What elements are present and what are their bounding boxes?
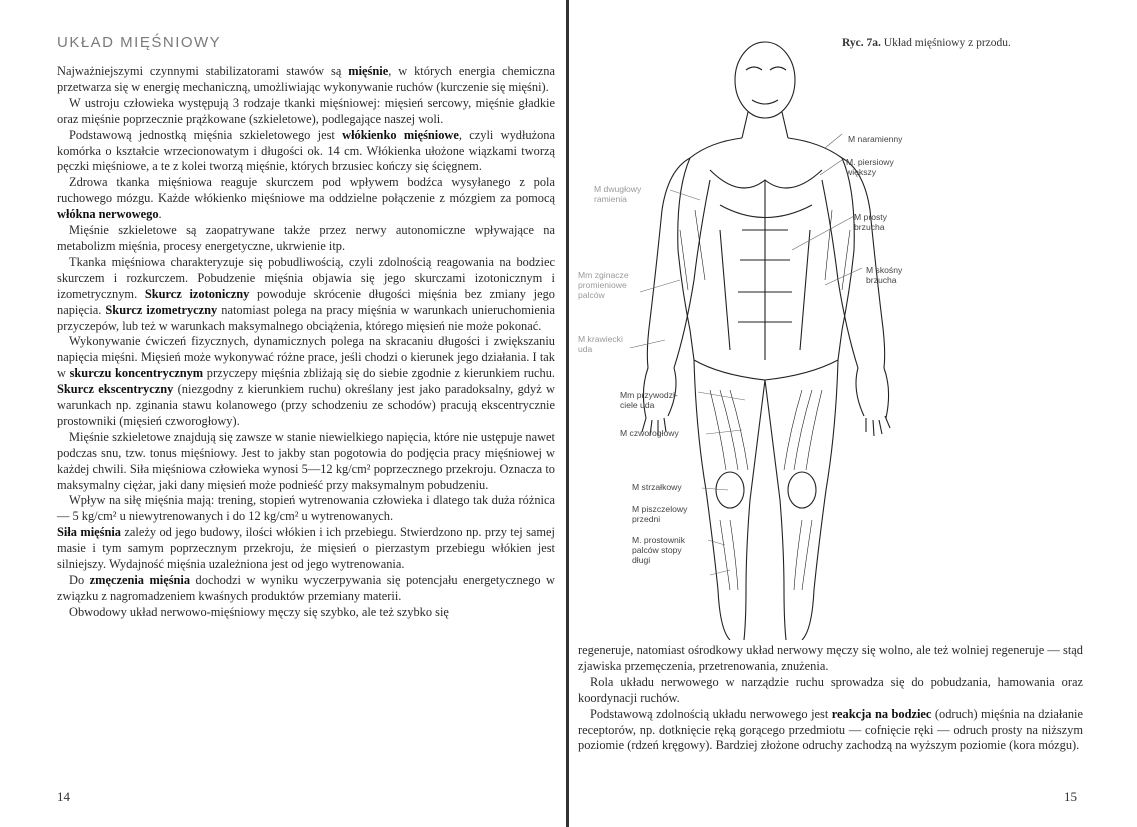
paragraph	[57, 334, 555, 429]
label-oblique-abdominis: M skośny brzucha	[866, 265, 903, 285]
bold-term: Skurcz izometryczny	[105, 302, 218, 317]
text-run: Zdrowa tkanka mięśniowa reaguje skurczem pod wpływem bodźca wysyłanego z pola ruchowego mózgu. Każde włókienko mięśniowe ma oddzielne połączenie z mózgiem za pomocą	[57, 175, 555, 206]
label-pectoralis-major: M. piersiowy większy	[846, 157, 894, 177]
left-body-text	[57, 64, 555, 621]
right-body-text	[578, 643, 1083, 754]
bold-term: reakcja na bodziec	[831, 706, 932, 721]
left-page	[0, 0, 568, 827]
paragraph	[578, 643, 1083, 675]
bold-term: włókienko mięśniowe	[342, 127, 459, 142]
label-rectus-abdominis: M prosty brzucha	[854, 212, 887, 232]
bold-term: Siła mięśnia	[57, 525, 121, 540]
text-run: (niezgodny z kierunkiem ruchu) określany jest jako paradoksalny, gdyż w warunkach np. zginania stawu kolanowego (przy schodzeniu ze schodów) pracują ekscentrycznie prostowniki (mięsień czworogłowy).	[57, 382, 555, 428]
label-tibialis-anterior: M piszczelowy przedni	[632, 504, 688, 524]
figure-caption-text: Układ mięśniowy z przodu.	[880, 37, 1011, 49]
label-sartorius: M krawiecki uda	[578, 334, 623, 354]
text-run: Mięśnie szkieletowe są zaopatrywane także przez nerwy autonomiczne wpływające na metabolizm mięśnia, procesy energetyczne, ukrwienie itp.	[57, 223, 555, 253]
page-number-left: 14	[57, 789, 70, 804]
paragraph	[57, 573, 555, 605]
text-run: (odruch) mięśnia na działanie receptorów, np. dotknięcie ręką gorącego przedmiotu — cofnięcie ręki — odruch prosty na niższym poziomie (rdzeń kręgowy). Bardziej złożone odruchy zachodzą na wyższym poziomie (kora mózgu).	[578, 706, 1083, 753]
paragraph	[57, 64, 555, 96]
text-run: , w których energia chemiczna przetwarza się w energię mechaniczną, umożliwiając wykonywanie ruchów (kurczenie się mięśni).	[57, 64, 555, 94]
page-number-right: 15	[1064, 789, 1077, 804]
label-forearm-flexors: Mm zginacze promieniowe palców	[578, 270, 629, 300]
label-deltoid: M naramienny	[848, 134, 903, 144]
paragraph	[57, 493, 555, 525]
bold-term: mięśnie	[348, 64, 389, 78]
paragraph	[578, 707, 1083, 755]
bold-term: włókna nerwowego	[57, 207, 159, 222]
bold-term: Skurcz izotoniczny	[144, 286, 250, 301]
text-run: natomiast polega na pracy mięśnia w warunkach unieruchomienia przyczepów, lub też w warunkach maksymalnego obciążenia, którego mięsień nie może pokonać.	[57, 302, 555, 333]
right-page	[570, 0, 1137, 827]
paragraph	[57, 128, 555, 176]
bold-term: skurczu koncentrycznym	[69, 366, 204, 381]
text-run: zależy od jego budowy, ilości włókien i ich przebiegu. Stwierdzono np. przy tej samej masie i tym samym poprzecznym przekroju, że mięsień o pierzastym przebiegu włókien jest silniejszy. Wydajność mięśnia uzależniona jest od jego wytrenowania.	[57, 525, 556, 572]
book-gutter	[566, 0, 569, 827]
label-peroneus: M strzałkowy	[632, 482, 682, 492]
text-run: Obwodowy układ nerwowo-mięśniowy męczy się szybko, ale też szybko się	[69, 604, 449, 619]
text-run: , czyli wydłużona komórka o kształcie wrzecionowatym i długości ok. 14 cm. Włókienka ułożone wiązkami tworzą pęczki mięśniowe, a te z kolei tworzą mięśnie, których brzusiec kończy się ścięgnem.	[57, 127, 555, 174]
label-adductors: Mm przywodzi- ciele uda	[620, 390, 678, 410]
text-run: przyczepy mięśnia zbliżają się do siebie zgodnie z kierunkiem ruchu.	[203, 366, 555, 381]
text-run: Najważniejszymi czynnymi stabilizatorami stawów są	[57, 64, 349, 78]
text-run: Rola układu nerwowego w narządzie ruchu sprowadza się do pobudzania, hamowania oraz koordynacji ruchów.	[578, 674, 1083, 705]
text-run: Podstawową jednostką mięśnia szkieletowego jest	[69, 127, 343, 142]
label-biceps: M dwugłowy ramienia	[594, 184, 642, 204]
text-run: Tkanka mięśniowa charakteryzuje się pobudliwością, czyli zdolnością reagowania na bodziec skurczem i rozkurczem. Pobudzenie mięśnia objawia się jego skurczami izotonicznym i izometrycznym.	[57, 254, 555, 301]
paragraph	[57, 175, 555, 223]
paragraph	[57, 255, 555, 335]
paragraph	[57, 525, 555, 573]
bold-term: Skurcz ekscentryczny	[57, 382, 174, 397]
paragraph	[578, 675, 1083, 707]
anatomy-figure	[570, 30, 1137, 640]
text-run: Mięśnie szkieletowe znajdują się zawsze w stanie niewielkiego napięcia, które nie ustępuje nawet podczas snu, tzw. tonus mięśniowy. Jest to jakby stan pogotowia do podjęcia pracy mięśniowej w każdej chwili. Siła mięśniowa człowieka wynosi 5—12 kg/cm² poprzecznego przekroju. Oznacza to maksymalny ciężar, jaki dany mięsień może podnieść przy maksymalnym pobudzeniu.	[57, 429, 555, 492]
label-quadriceps: M czworogłowy	[620, 428, 679, 438]
text-run: dochodzi w wyniku wyczerpywania się potencjału energetycznego w związku z nagromadzeniem kwaśnych produktów przemiany materii.	[57, 573, 556, 603]
text-run: powoduje skrócenie długości mięśnia bez zmiany jego napięcia.	[57, 286, 555, 317]
text-run: Wpływ na siłę mięśnia mają: trening, stopień wytrenowania człowieka i dlatego tak duża różnica — 5 kg/cm² u niewytrenowanych i do 12 kg/cm² u wytrenowanych.	[57, 493, 555, 524]
label-extensor-digitorum: M. prostownik palców stopy długi	[632, 535, 686, 565]
bold-term: zmęczenia mięśnia	[89, 573, 191, 587]
text-run: Wykonywanie ćwiczeń fizycznych, dynamicznych polega na skracaniu długości i zwiększaniu napięcia mięśni. Mięsień może wykonywać różne prace, jeśli chodzi o kierunek jego działania. I tak w	[57, 334, 555, 381]
paragraph	[57, 223, 555, 255]
text-run: Podstawową zdolnością układu nerwowego jest	[590, 706, 832, 721]
figure-number: Ryc. 7a.	[842, 37, 881, 49]
text-run: W ustroju człowieka występują 3 rodzaje tkanki mięśniowej: mięsień sercowy, mięśnie gładkie oraz mięśnie poprzecznie prążkowane (szkieletowe), podlegające naszej woli.	[57, 95, 555, 126]
paragraph	[57, 430, 555, 494]
text-run: .	[158, 207, 162, 222]
text-run: regeneruje, natomiast ośrodkowy układ nerwowy męczy się wolno, ale też wolniej regeneruje — stąd zjawiska przemęczenia, przetrenowania, znużenia.	[578, 643, 1083, 673]
paragraph	[57, 605, 555, 621]
text-run: Do	[69, 573, 90, 587]
chapter-title: UKŁAD MIĘŚNIOWY	[57, 34, 222, 51]
paragraph	[57, 96, 555, 128]
